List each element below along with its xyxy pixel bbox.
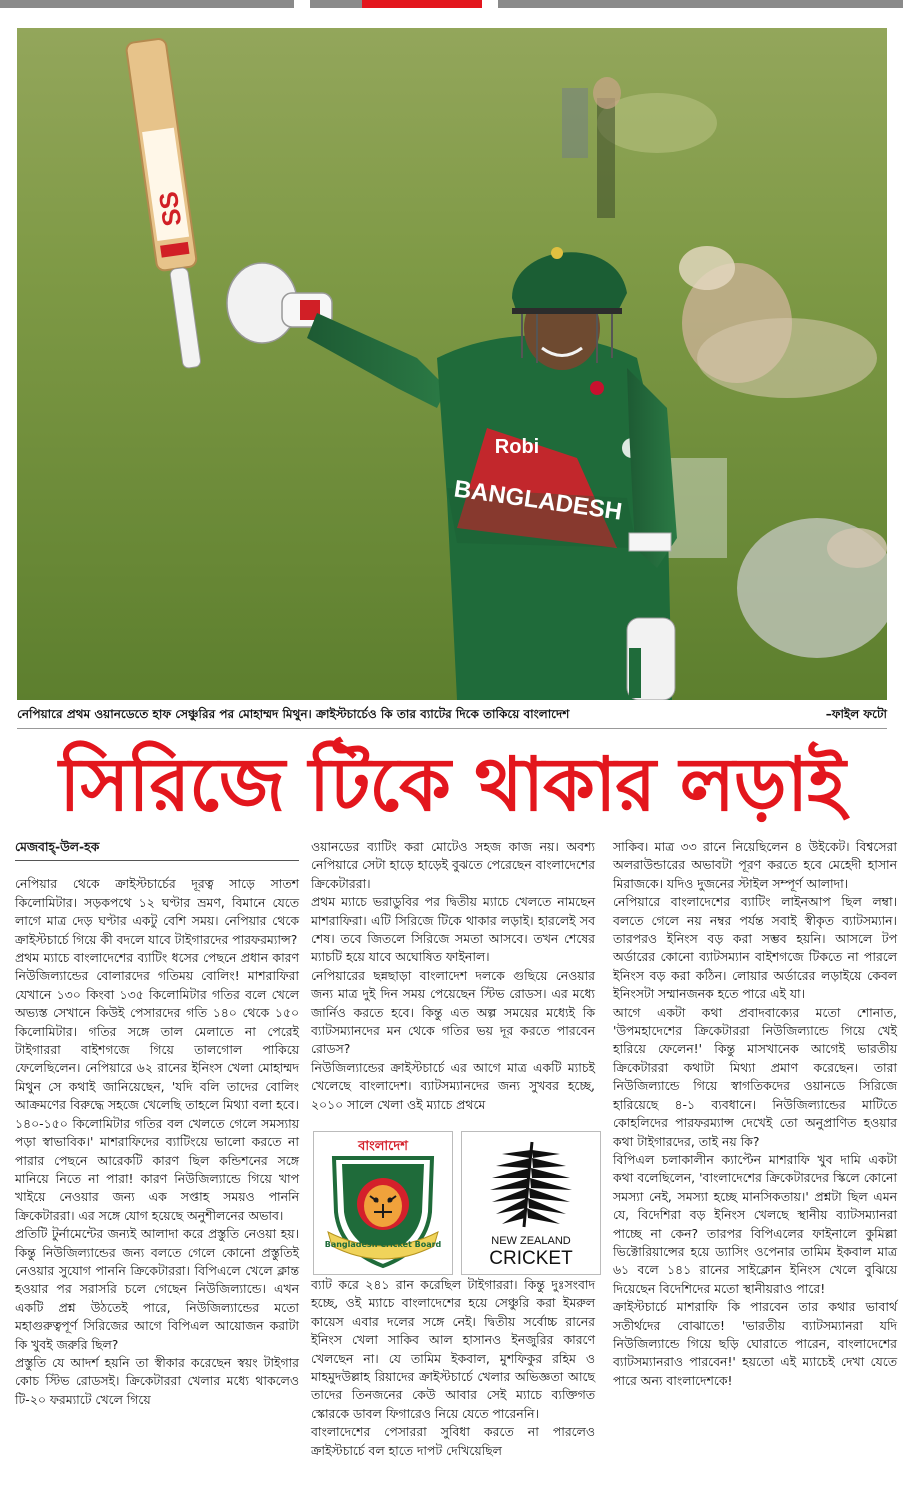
paragraph: প্রতিটি টুর্নামেন্টের জন্যই আলাদা করে প্রস্তুতি নেওয়া হয়। কিন্তু নিউজিল্যান্ডের জন্য বলতে গেলে কোনো প্রস্তুতিই নেওয়ার সুযোগ পাননি ক্রিকেটাররা। বিপিএলে খেলে ক্লান্ত হওয়ার পর সরাসরি চলে গেছেন নিউজিল্যান্ডে। এখন একটি প্রশ্ন উঠতেই পারে, নিউজিল্যান্ডের মতো মহাগুরুত্বপূর্ণ সিরিজের আগে বিপিএল আয়োজন করাটা কি খুবই জরুরি ছিল?: [15, 1226, 299, 1352]
article-column-2-continued: [311, 1276, 595, 1460]
team-logos: [313, 1131, 600, 1273]
headline: সিরিজে টিকে থাকার লড়াই: [59, 742, 845, 828]
photo-caption-row: [17, 702, 887, 729]
paragraph: নিউজিল্যান্ডের ক্রাইস্টচার্চে এর আগে মাত্র একটি ম্যাচই খেলেছে বাংলাদেশ। ব্যাটসম্যানদের জন্য সুখবর হচ্ছে, ২০১০ সালে খেলা ওই ম্যাচে প্রথমে: [311, 1059, 595, 1112]
bcb-ribbon-text: Bangladesh Cricket Board: [324, 1240, 442, 1249]
paragraph: বাংলাদেশের পেসাররা সুবিধা করতে না পারলেও ক্রাইস্টচার্চে বল হাতে দাপট দেখিয়েছিল: [311, 1424, 595, 1458]
photo-credit: –ফাইল ফটো: [825, 707, 887, 721]
top-rule-red-block: [362, 0, 482, 8]
main-photo: [17, 28, 887, 700]
paragraph: নেপিয়ারে বাংলাদেশের ব্যাটিং লাইনআপ ছিল লম্বা। বলতে গেলে নয় নম্বর পর্যন্ত সবাই স্বীকৃত ব্যাটসম্যান। তারপরও ইনিংস বড় করা সম্ভব হয়নি। আসলে টপ অর্ডারের কোনো ব্যাটসম্যান বাইশগজে টিকতে না পারলে ইনিংস বড় করা কঠিন। লোয়ার অর্ডারের লড়াইয়ে কেবল ইনিংসটা সম্মানজনক হতে পারে এই যা।: [613, 894, 897, 1002]
top-rule-gray-block: [310, 0, 362, 8]
nz-cricket-logo: [461, 1131, 601, 1275]
cricketer-illustration: [17, 28, 887, 700]
bcb-logo: [313, 1131, 453, 1275]
article-column-1: [15, 838, 299, 1409]
bat-logo: SS: [152, 189, 188, 229]
paragraph: সাকিব। মাত্র ৩৩ রানে নিয়েছিলেন ৪ উইকেট। বিশ্বসেরা অলরাউন্ডারের অভাবটা পূরণ করতে হবে মেহেদী হাসান মিরাজকে। যদিও দুজনের স্টাইল সম্পূর্ণ আলাদা।: [613, 839, 897, 891]
paragraph: নেপিয়ারের ছন্নছাড়া বাংলাদেশ দলকে গুছিয়ে নেওয়ার জন্য মাত্র দুই দিন সময় পেয়েছেন স্টিভ রোডস। এর মধ্যে জার্নিও করতে হবে। কিন্তু এত অল্প সময়ের মধ্যেই কি ব্যাটসম্যানদের মন থেকে গতির ভয় দূর করতে পারবেন রোডস?: [311, 967, 595, 1057]
paragraph: বিপিএল চলাকালীন ক্যাপ্টেন মাশরাফি খুব দামি একটা কথা বলেছিলেন, 'বাংলাদেশের ক্রিকেটারদের স্কিলে কোনো সমস্যা নেই, সমস্যা হচ্ছে মানসিকতায়।' প্রশ্নটা ছিল এমন যে, বিদেশিরা বড় ইনিংস খেলছে স্থানীয় ব্যাটসম্যানরা পাচ্ছে না কেন? তারপর বিপিএলের ফাইনালে কুমিল্লা ভিক্টোরিয়ান্সের হয়ে ড্যাসিং ওপেনার তামিম ইকবাল মাত্র ৬১ বলে ১৪১ রানের সাইক্লোন ইনিংস খেলে বুঝিয়ে দিয়েছেন বিদেশিদের মতো স্থানীয়রাও পারে!: [613, 1151, 897, 1296]
paragraph: আগে একটা কথা প্রবাদবাক্যের মতো শোনাত, 'উপমহাদেশের ক্রিকেটাররা নিউজিল্যান্ডে গিয়ে খেই হারিয়ে ফেলেন!' কিন্তু মাসখানেক আগেই ভারতীয় ক্রিকেটাররা কথাটা মিথ্যা প্রমাণ করেছেন। তারা নিউজিল্যান্ডে গিয়ে স্বাগতিকদের ওয়ানডে সিরিজে হারিয়েছে ৪-১ ব্যবধানে। নিউজিল্যান্ডের মাটিতে কোহলিদের পারফরম্যান্স দেখেই তো অনুপ্রাণিত হওয়ার কথা টাইগারদের, তাই নয় কি?: [613, 1004, 897, 1149]
top-rule-left: [0, 0, 294, 8]
paragraph: ক্রাইস্টচার্চে মাশরাফি কি পারবেন তার কথার ভাবার্থ সতীর্থদের বোঝাতে! 'ভারতীয় ব্যাটসম্যানরা যদি নিউজিল্যান্ডে গিয়ে ছড়ি ঘোরাতে পারেন, বাংলাদেশের ব্যাটসম্যানরাও পারবেন!' হয়তো এই ম্যাচেই দেখা যেতে পারে অন্য বাংলাদেশকে!: [613, 1299, 897, 1388]
nz-logo-line2: CRICKET: [489, 1248, 573, 1269]
jersey-sponsor: Robi: [494, 436, 540, 458]
paragraph: ওয়ানডের ব্যাটিং করা মোটেও সহজ কাজ নয়। অবশ্য নেপিয়ারে সেটা হাড়ে হাড়েই বুঝতে পেরেছেন বাংলাদেশের ক্রিকেটাররা।: [311, 839, 595, 891]
article-column-3: [613, 838, 897, 1390]
article-column-2: [311, 838, 595, 1114]
paragraph: প্রথম ম্যাচে ভরাডুবির পর দ্বিতীয় ম্যাচে খেলতে নামছেন মাশরাফিরা। এটি সিরিজে টিকে থাকার লড়াই। হারলেই সব শেষ। তবে জিতলে সিরিজে সমতা আসবে। তখন শেষের ম্যাচটি হয়ে যাবে অঘোষিত ফাইনাল।: [311, 894, 595, 965]
photo-caption: নেপিয়ারে প্রথম ওয়ানডেতে হাফ সেঞ্চুরির পর মোহাম্মদ মিথুন। ক্রাইস্টচার্চেও কি তার ব্যাটের দিকে তাকিয়ে বাংলাদেশ: [17, 707, 570, 721]
paragraph: নেপিয়ার থেকে ক্রাইস্টচার্চের দূরত্ব সাড়ে সাতশ কিলোমিটার। সড়কপথে ১২ ঘণ্টার ভ্রমণ, বিমানে যেতে লাগে মাত্র দেড় ঘণ্টার একটু বেশি সময়। নেপিয়ার থেকে ক্রাইস্টচার্চে গিয়ে কী বদলে যাবে টাইগারদের পারফরম্যান্স?: [15, 876, 299, 947]
paragraph: প্রথম ম্যাচে বাংলাদেশের ব্যাটিং ধসের পেছনে প্রধান কারণ নিউজিল্যান্ডের বোলারদের গতিময় বোলিং! মাশরাফিরা যেখানে ১৩০ কিংবা ১৩৫ কিলোমিটার গতির বলে খেলে অভ্যস্ত সেখানে কিউই পেসারদের গতি ১৪০ থেকে ১৫০ কিলোমিটার। গতির সঙ্গে তাল মেলাতে না পেরেই টাইগাররা বাইশগজে গিয়ে তালগোল পাকিয়ে ফেলেছিলেন। নেপিয়ারে ৬২ রানের ইনিংস খেলা মোহাম্মদ মিথুন সে কথাই জানিয়েছেন, 'যদি বলি তাদের বোলিং আক্রমণের বিরুদ্ধে সহজে খেলেছি তাহলে মিথ্যা বলা হবে। ১৪০-১৫০ কিলোমিটার গতির বল খেলতে গেলে সমস্যায় পড়া স্বাভাবিক।' মাশরাফিদের ব্যাটিংয়ে ভালো করতে না পারার পেছনে আরেকটি কারণ ছিল কন্ডিশনের সঙ্গে মানিয়ে নিতে না পারা! কারণ নিউজিল্যান্ডে গিয়ে খাপ খাইয়ে নেওয়ার জন্য এক সপ্তাহ সময়ও পাননি ক্রিকেটাররা। এর সঙ্গে যোগ হয়েছে অনুশীলনের অভাব।: [15, 950, 299, 1223]
bcb-logo-title: বাংলাদেশ: [358, 1139, 408, 1154]
nz-logo-line1: NEW ZEALAND: [491, 1235, 571, 1247]
jersey-text: BANGLADESH: [452, 475, 624, 526]
paragraph: প্রস্তুতি যে আদর্শ হয়নি তা স্বীকার করেছেন স্বয়ং টাইগার কোচ স্টিভ রোডসই। ক্রিকেটাররা খেলার মধ্যে থাকলেও টি-২০ ফরম্যাটে খেলে গিয়ে: [15, 1354, 299, 1407]
byline: মেজবাহ্-উল-হক: [15, 838, 299, 861]
paragraph: ব্যাট করে ২৪১ রান করেছিল টাইগাররা। কিন্তু দুঃসংবাদ হচ্ছে, ওই ম্যাচে বাংলাদেশের হয়ে সেঞ্চুরি করা ইমরুল কায়েস এবার দলের সঙ্গে নেই। দ্বিতীয় সর্বোচ্চ রানের ইনিংস খেলা সাকিব আল হাসানও ইনজুরির কারণে খেলছেন না। যে তামিম ইকবাল, মুশফিকুর রহিম ও মাহমুদউল্লাহ রিয়াদের ক্রাইস্টচার্চে খেলার অভিজ্ঞতা আছে তাদের তিনজনের কেউ আবার সেই ম্যাচে ব্যক্তিগত স্কোরকে ডাবল ফিগারেও নিয়ে যেতে পারেননি।: [311, 1277, 595, 1421]
top-rule-right: [498, 0, 903, 8]
